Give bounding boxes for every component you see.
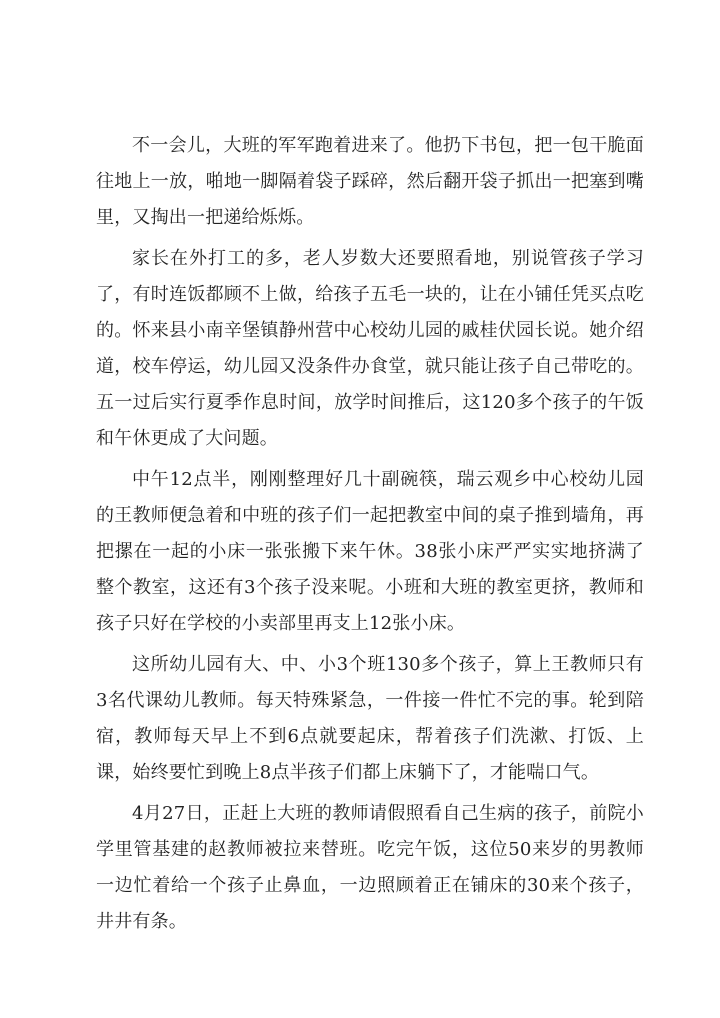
paragraph-2: 家长在外打工的多，老人岁数大还要照看地，别说管孩子学习了，有时连饭都顾不上做，给孩子五毛一块的，让在小铺任凭买点吃的。怀来县小南辛堡镇静州营中心校幼儿园的戚桂伏园长说。她介绍道，校车停运，幼儿园又没条件办食堂，就只能让孩子自己带吃的。五一过后实行夏季作息时间，放学时间推后，这120多个孩子的午饭和午休更成了大问题。 — [96, 248, 644, 449]
article-body — [96, 128, 644, 940]
paragraph-4: 这所幼儿园有大、中、小3个班130多个孩子，算上王教师只有3名代课幼儿教师。每天特殊紧急，一件接一件忙不完的事。轮到陪宿，教师每天早上不到6点就要起床，帮着孩子们洗漱、打饭、上课，始终要忙到晚上8点半孩子们都上床躺下了，才能喘口气。 — [96, 654, 644, 783]
paragraph-5: 4月27日，正赶上大班的教师请假照看自己生病的孩子，前院小学里管基建的赵教师被拉来替班。吃完午饭，这位50来岁的男教师一边忙着给一个孩子止鼻血，一边照顾着正在铺床的30来个孩子，井井有条。 — [96, 803, 644, 932]
paragraph-3: 中午12点半，刚刚整理好几十副碗筷，瑞云观乡中心校幼儿园的王教师便急着和中班的孩子们一起把教室中间的桌子推到墙角，再把摞在一起的小床一张张搬下来午休。38张小床严严实实地挤满了整个教室，这还有3个孩子没来呢。小班和大班的教室更挤，教师和孩子只好在学校的小卖部里再支上12张小床。 — [96, 469, 644, 634]
paragraph-1: 不一会儿，大班的军军跑着进来了。他扔下书包，把一包干脆面往地上一放，啪地一脚隔着袋子踩碎，然后翻开袋子抓出一把塞到嘴里，又掏出一把递给烁烁。 — [96, 135, 644, 228]
